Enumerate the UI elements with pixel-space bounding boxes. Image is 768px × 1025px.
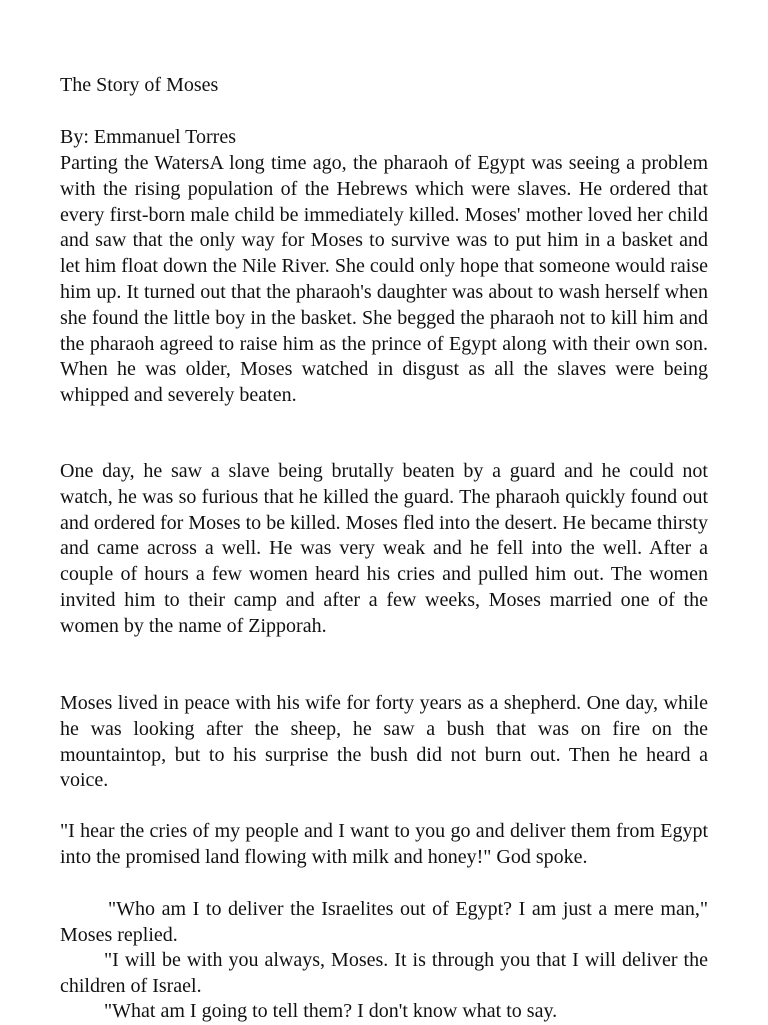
paragraph-parting-the-waters: Parting the WatersA long time ago, the pharaoh of Egypt was seeing a problem with the rising population of the Hebrews which were slaves. He ordered that every first-born male child be immediately killed. Moses' mother loved her child and saw that the only way for Moses to survive was to put him in a basket and let him float down the Nile River. She could only hope that someone would raise him up. It turned out that the pharaoh's daughter was about to wash herself when she found the little boy in the basket. She begged the pharaoh not to kill him and the pharaoh agreed to raise him as the prince of Egypt along with their own son. When he was older, Moses watched in disgust as all the slaves were being whipped and severely beaten. [60,152,708,407]
author-byline: By: Emmanuel Torres [60,126,236,148]
paragraph-moses-flees: One day, he saw a slave being brutally beaten by a guard and he could not watch, he was so furious that he killed the guard. The pharaoh quickly found out and ordered for Moses to be killed. Moses fled into the desert. He became thirsty and came across a well. He was very weak and he fell into the well. After a couple of hours a few women heard his cries and pulled him out. The women invited him to their camp and after a few weeks, Moses married one of the women by the name of Zipporah. [60,460,708,637]
paragraph-god-speaks: "I hear the cries of my people and I want to you go and deliver them from Egypt into the promised land flowing with milk and honey!" God spoke. [60,820,708,868]
document-title: The Story of Moses [60,74,219,96]
dialogue-god-reply: "I will be with you always, Moses. It is through you that I will deliver the children of Israel. [60,949,708,997]
paragraph-burning-bush: Moses lived in peace with his wife for forty years as a shepherd. One day, while he was looking after the sheep, he saw a bush that was on fire on the mountaintop, but to his surprise the bush did not burn out. Then he heard a voice. [60,692,708,792]
dialogue-moses-reply: "Who am I to deliver the Israelites out of Egypt? I am just a mere man," Moses replied. [60,898,708,946]
dialogue-moses-question: "What am I going to tell them? I don't know what to say. [104,1000,558,1022]
